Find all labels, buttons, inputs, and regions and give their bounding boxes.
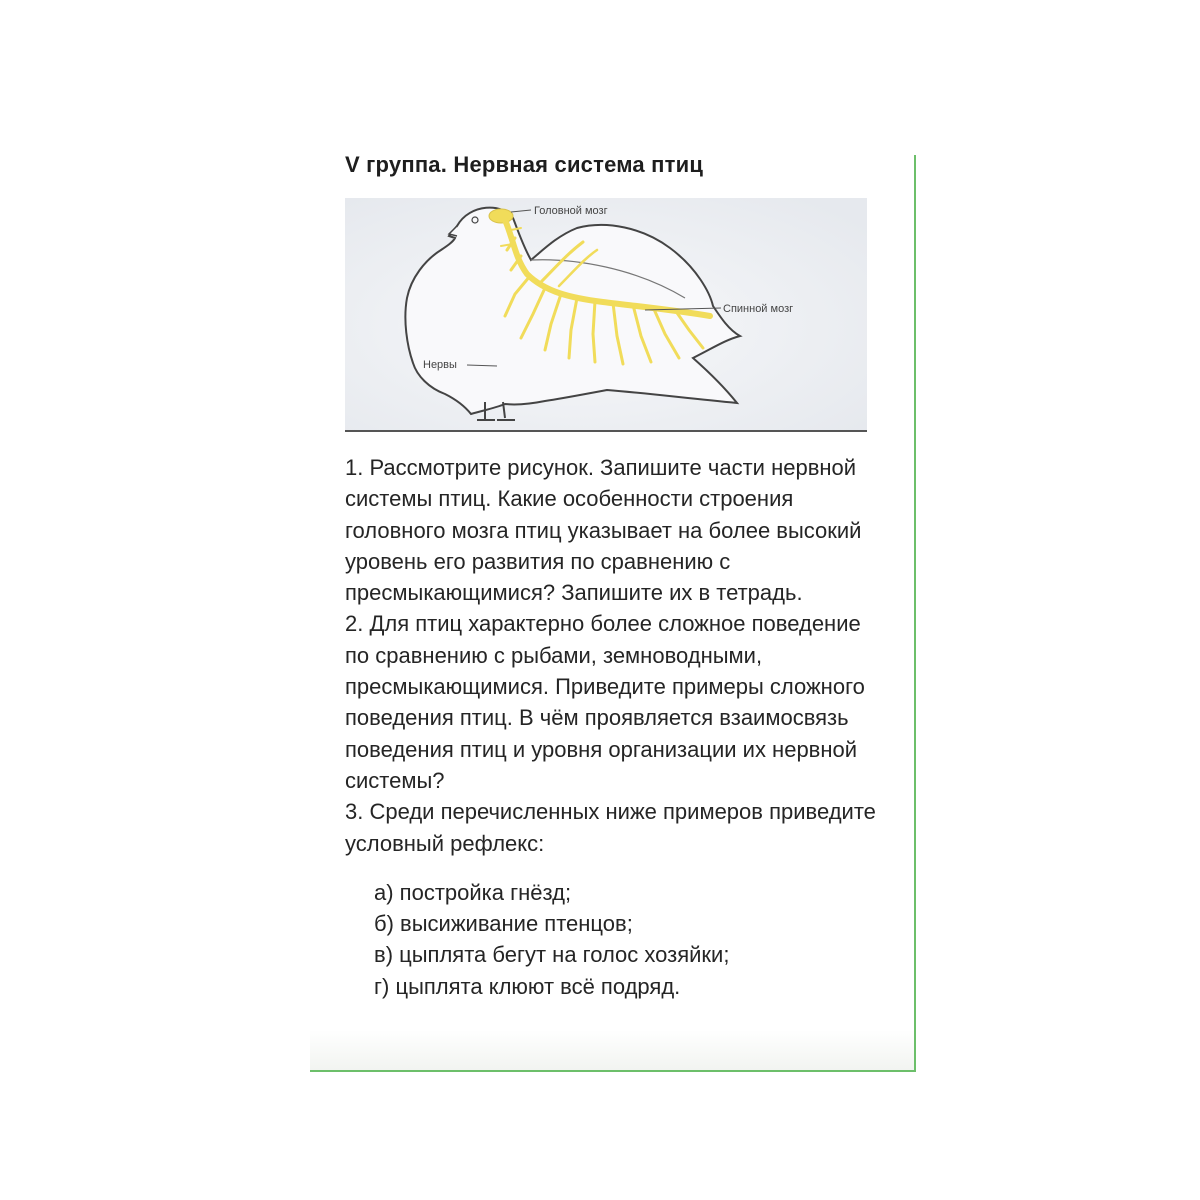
bird-nervous-system-figure	[345, 198, 867, 434]
task-2: 2. Для птиц характерно более сложное поведение по сравнению с рыбами, земноводными, пресмыкающимися. Приведите примеры сложного поведения птиц. В чём проявляется взаимосвязь поведения птиц и уровня организации их нервной системы?	[345, 611, 865, 793]
option-d: г) цыплята клюют всё подряд.	[374, 973, 681, 999]
task-1: 1. Рассмотрите рисунок. Запишите части нервной системы птиц. Какие особенности строения головного мозга птиц указывает на более высокий уровень его развития по сравнению с пресмыкающимися? Запишите их в тетрадь.	[345, 455, 862, 606]
brain-shape	[489, 209, 513, 223]
label-spinal-cord: Спинной мозг	[723, 303, 794, 315]
option-b: б) высиживание птенцов;	[374, 911, 633, 937]
task-text	[345, 452, 890, 1002]
page-bottom-shade	[310, 1030, 914, 1070]
label-brain: Головной мозг	[534, 205, 608, 217]
answer-options	[345, 877, 890, 1002]
task-3: 3. Среди перечисленных ниже примеров приведите условный рефлекс:	[345, 799, 876, 856]
label-nerves: Нервы	[423, 359, 457, 371]
option-a: а) постройка гнёзд;	[374, 879, 572, 905]
option-c: в) цыплята бегут на голос хозяйки;	[374, 942, 730, 968]
page-title: V группа. Нервная система птиц	[345, 152, 704, 177]
